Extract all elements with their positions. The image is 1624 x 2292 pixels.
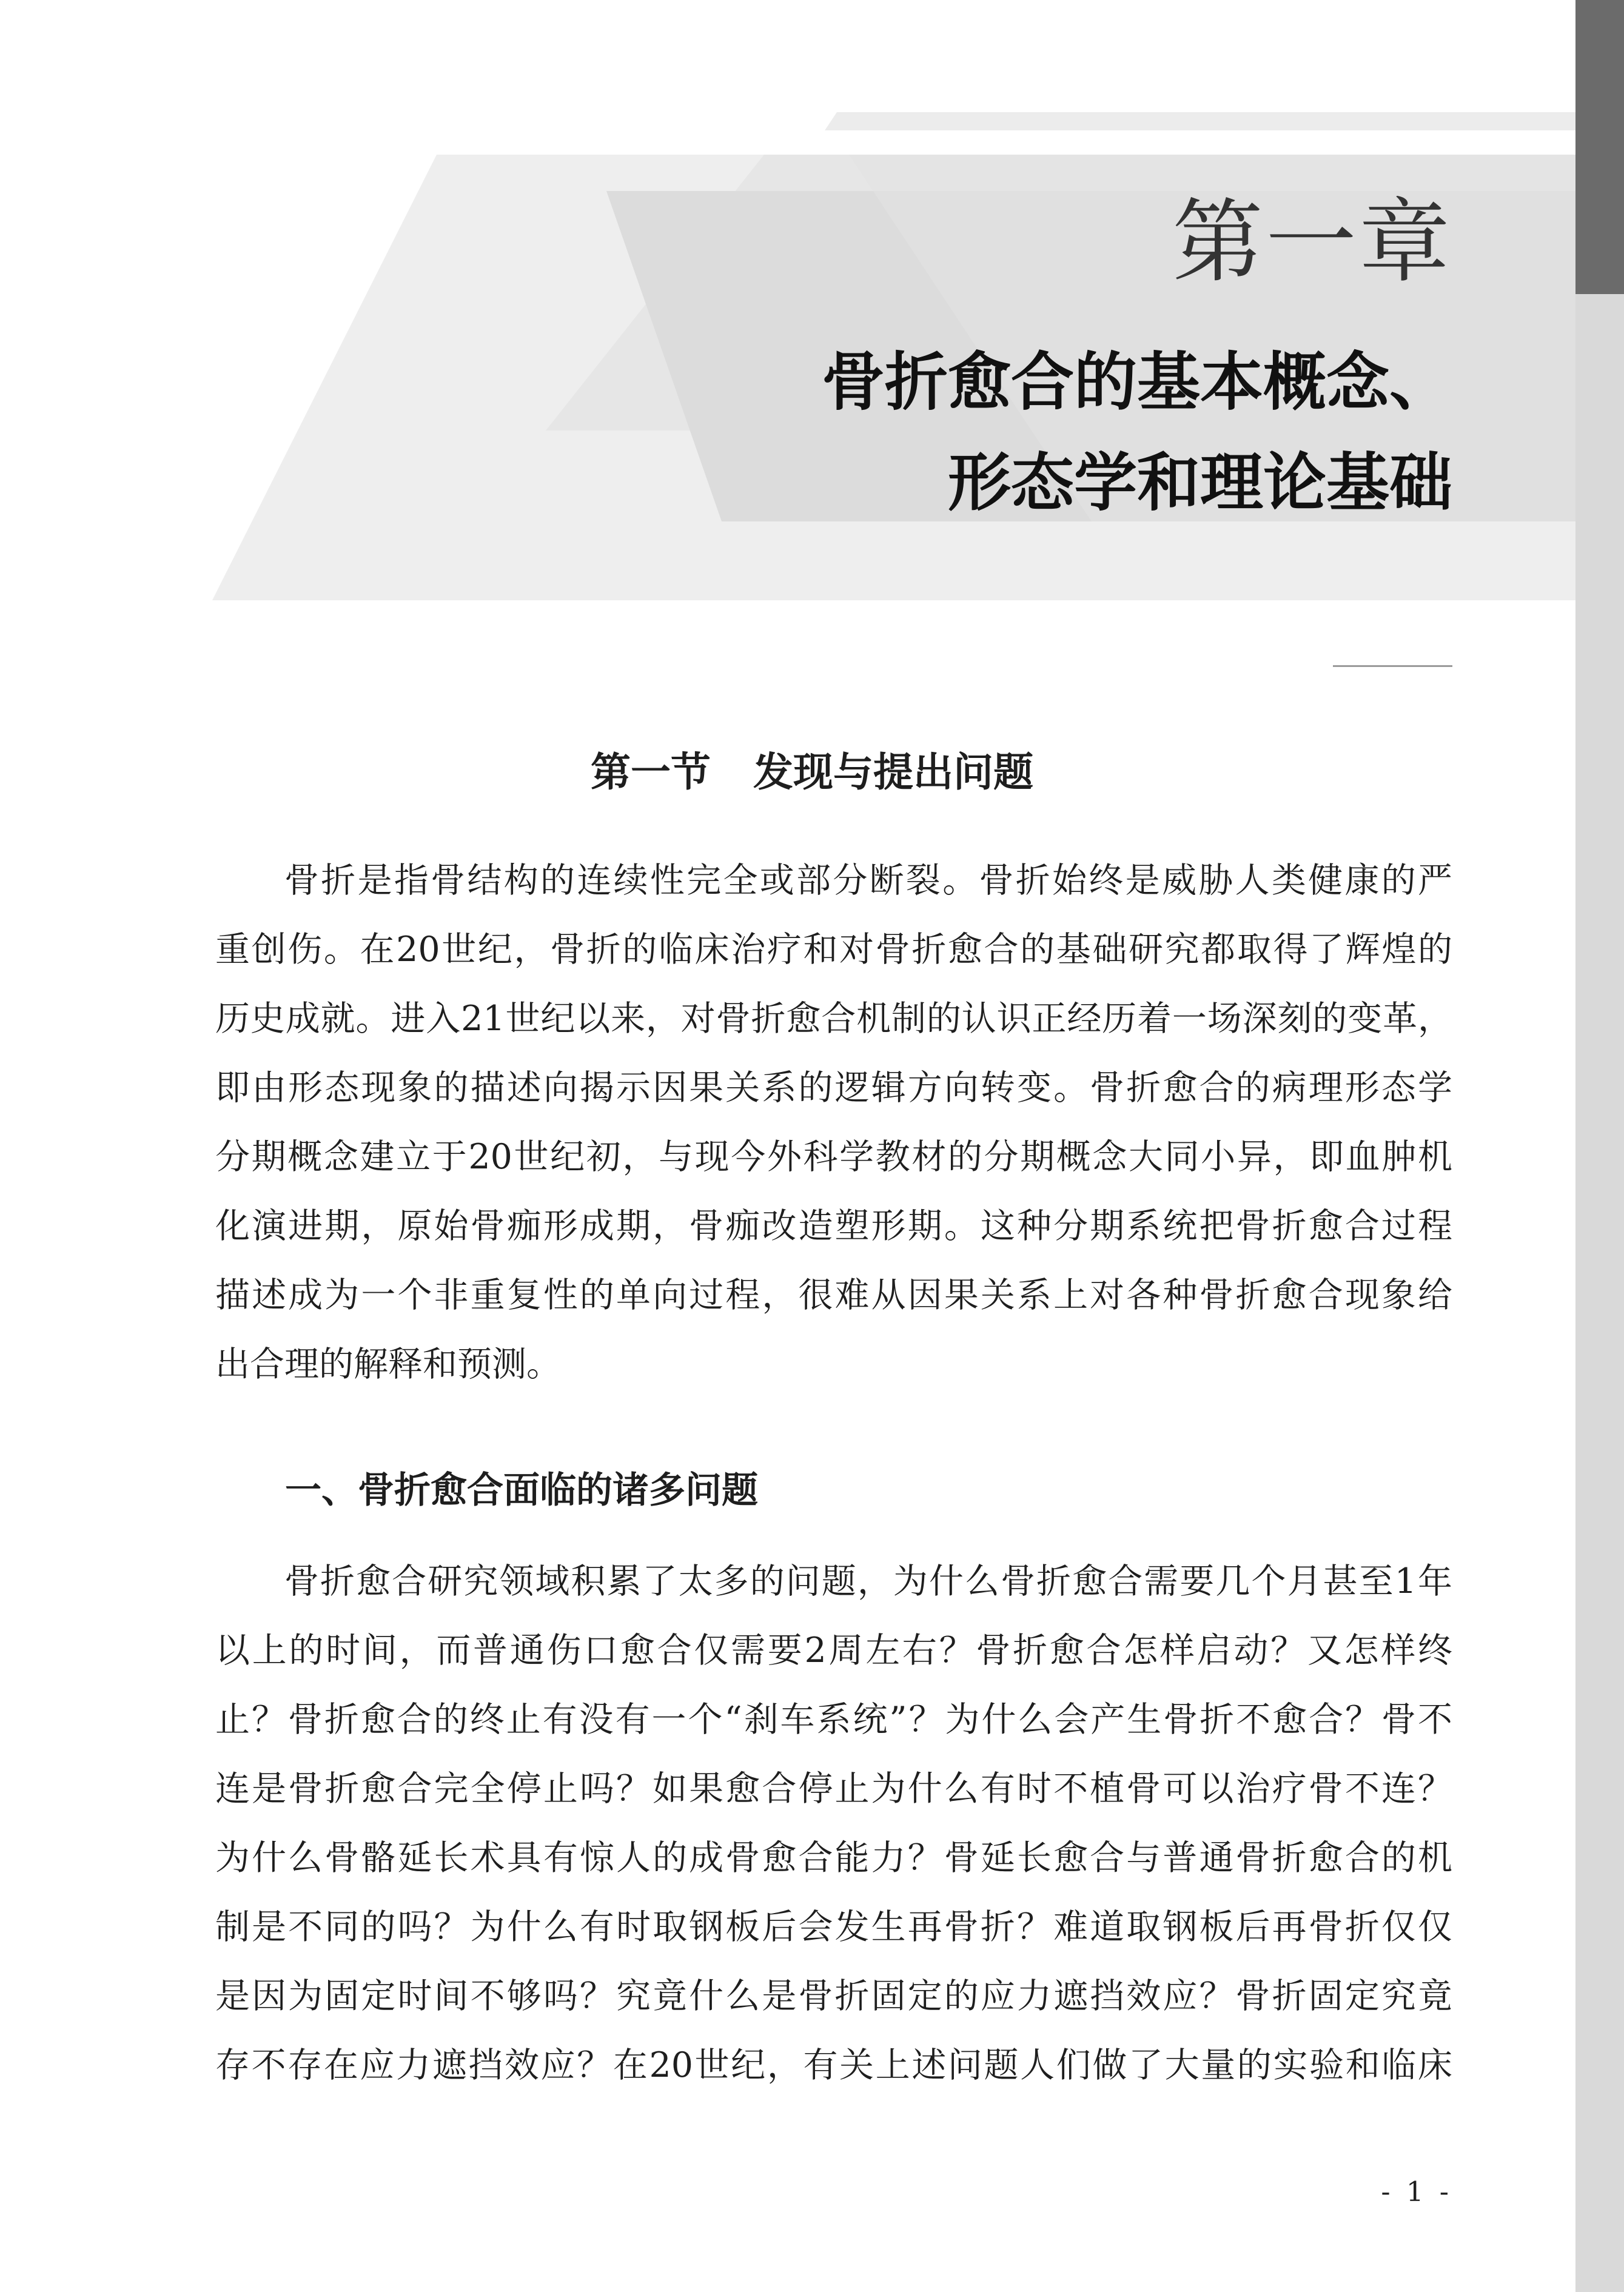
chapter-tab-marker [1575,0,1624,294]
paragraph-1 [215,846,1452,1399]
paragraph-line: 骨折愈合研究领域积累了太多的问题，为什么骨折愈合需要几个月甚至1年 [284,1561,1452,1601]
page-number: - 1 - [1381,2176,1452,2208]
paragraph-line: 历史成就。进入21世纪以来，对骨折愈合机制的认识正经历着一场深刻的变革， [215,999,1452,1039]
paragraph-line: 描述成为一个非重复性的单向过程，很难从因果关系上对各种骨折愈合现象给 [215,1275,1452,1315]
paragraph-line: 制是不同的吗？为什么有时取钢板后会发生再骨折？难道取钢板后再骨折仅仅 [215,1907,1452,1947]
paragraph-line: 分期概念建立于20世纪初，与现今外科学教材的分期概念大同小异，即血肿机 [215,1137,1452,1177]
paragraph-2 [215,1547,1452,2100]
paragraph-line: 以上的时间，而普通伤口愈合仅需要2周左右？骨折愈合怎样启动？又怎样终 [215,1630,1452,1670]
paragraph-line: 化演进期，原始骨痂形成期，骨痂改造塑形期。这种分期系统把骨折愈合过程 [215,1206,1452,1246]
chapter-title-line-2: 形态学和理论基础 [947,445,1452,520]
paragraph-line: 是因为固定时间不够吗？究竟什么是骨折固定的应力遮挡效应？骨折固定究竟 [215,1976,1452,2016]
page-edge-strip [1575,0,1624,2292]
paragraph-line: 止？骨折愈合的终止有没有一个“刹车系统”？为什么会产生骨折不愈合？骨不 [215,1700,1452,1740]
paragraph-line: 骨折是指骨结构的连续性完全或部分断裂。骨折始终是威胁人类健康的严 [284,860,1452,900]
section-heading [0,748,1624,796]
paragraph-line: 重创伤。在20世纪，骨折的临床治疗和对骨折愈合的基础研究都取得了辉煌的 [215,930,1452,970]
paragraph-line: 存不存在应力遮挡效应？在20世纪，有关上述问题人们做了大量的实验和临床 [215,2045,1452,2085]
paragraph-line: 连是骨折愈合完全停止吗？如果愈合停止为什么有时不植骨可以治疗骨不连？ [215,1769,1452,1809]
section-title: 发现与提出问题 [753,748,1033,796]
paragraph-line: 出合理的解释和预测。 [215,1344,561,1384]
chapter-label: 第一章 [1172,190,1452,295]
section-number: 第一节 [591,748,711,796]
paragraph-line: 为什么骨骼延长术具有惊人的成骨愈合能力？骨延长愈合与普通骨折愈合的机 [215,1838,1452,1878]
divider-rule [1333,665,1452,667]
paragraph-line: 即由形态现象的描述向揭示因果关系的逻辑方向转变。骨折愈合的病理形态学 [215,1068,1452,1108]
chapter-title-line-1: 骨折愈合的基本概念、 [821,344,1452,419]
subsection-heading: 一、骨折愈合面临的诸多问题 [285,1469,758,1512]
